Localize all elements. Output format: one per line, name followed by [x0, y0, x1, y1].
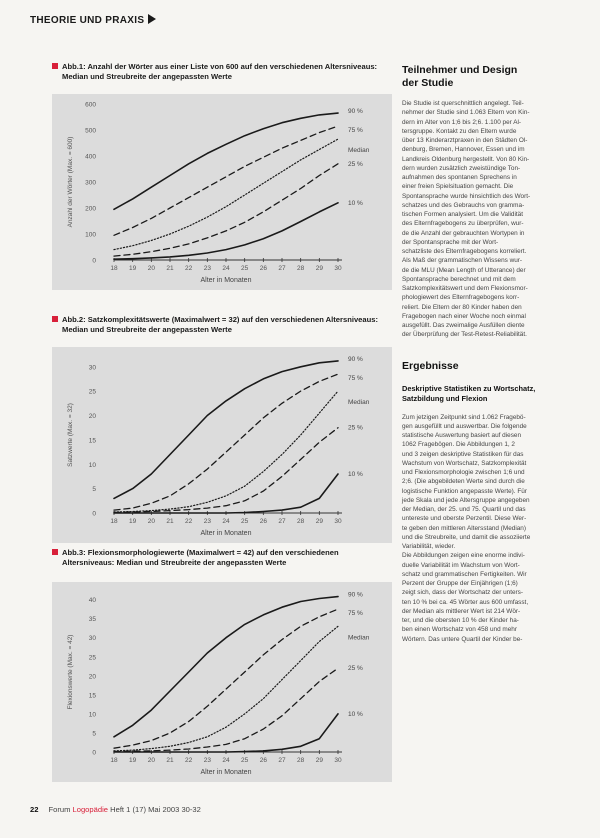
text-line: der Median als mittlerer Wert ist 214 Wör-: [402, 607, 521, 615]
y-tick-label: 10: [88, 711, 96, 719]
text-line: Fragebogen nach einer Woche noch einmal: [402, 312, 526, 320]
text-line: untereste und oberste Perzentil. Diese Wer-: [402, 515, 527, 523]
chart-3: [52, 582, 392, 782]
subheading: [402, 384, 570, 404]
x-tick-label: 25: [241, 757, 249, 764]
x-tick-label: 24: [222, 265, 230, 272]
figure-3: [52, 548, 392, 776]
figure-3-caption: [52, 548, 392, 568]
text-line: 1062 Fragebögen. Die Abbildungen 1, 2: [402, 441, 515, 449]
red-square-icon: [52, 549, 58, 555]
figure-1-caption: [52, 62, 392, 82]
x-tick-label: 29: [315, 757, 323, 764]
text-line: ausgefüllt. Das zweimalige Ausfüllen diente: [402, 322, 525, 329]
text-line: Spontansprache wurde hinsichtlich des Wort-: [402, 192, 531, 200]
text-line: der Median, der 25. und 75. Quartil und das: [402, 506, 526, 513]
heading-line: Teilnehmer und Design: [402, 64, 518, 76]
series-label: 10 %: [348, 710, 363, 718]
x-tick-label: 18: [110, 518, 118, 525]
x-tick-label: 30: [334, 265, 342, 272]
x-axis-label: Alter in Monaten: [200, 530, 252, 537]
text-line: Als Maß der grammatischen Wissens wur-: [402, 257, 523, 265]
series-line: [114, 113, 338, 209]
text-line: der Überprüfung der Test-Retest-Reliabilität.: [402, 331, 527, 339]
section-heading: [402, 64, 570, 90]
y-tick-label: 20: [88, 413, 96, 420]
y-tick-label: 20: [88, 673, 96, 681]
text-line: de die Anzahl der gebrauchten Wortypen in: [402, 229, 525, 237]
figure-2: [52, 315, 392, 537]
series-label: 25 %: [348, 424, 363, 432]
text-line: gen ausgefüllt und auswertbar. Die folgende: [402, 422, 527, 430]
y-tick-label: 35: [88, 616, 96, 624]
y-tick-label: 25: [88, 388, 96, 396]
y-tick-label: 30: [88, 635, 96, 643]
y-tick-label: 500: [85, 127, 96, 135]
chart-2: [52, 347, 392, 543]
x-tick-label: 27: [278, 757, 286, 764]
text-line: logistische Funktion angepasste Werte). Für: [402, 487, 527, 495]
x-tick-label: 20: [147, 757, 155, 764]
y-tick-label: 0: [92, 749, 96, 757]
x-tick-label: 30: [334, 757, 342, 764]
y-tick-label: 400: [85, 153, 96, 161]
heading-line: der Studie: [402, 77, 454, 89]
x-tick-label: 29: [315, 265, 323, 272]
series-label: 10 %: [348, 471, 363, 478]
x-tick-label: 29: [315, 518, 323, 525]
text-line: ter, und die obersten 10 % der Kinder ha-: [402, 617, 519, 624]
series-line: [114, 597, 338, 737]
x-tick-label: 27: [278, 265, 286, 272]
text-line: tersgruppe. Kontakt zu den Eltern wurde: [402, 127, 517, 135]
caption-line: Abb.2: Satzkomplexitätswerte (Maximalwert = 32) auf den verschiedenen Altersniveaus:: [62, 315, 379, 324]
y-tick-label: 600: [85, 101, 96, 109]
chart-1-svg: [52, 94, 392, 290]
x-tick-label: 19: [129, 518, 137, 525]
y-tick-label: 40: [88, 597, 96, 605]
series-label: 75 %: [348, 375, 363, 383]
chart-2-svg: [52, 347, 392, 543]
x-tick-label: 25: [241, 518, 249, 525]
text-line: und Flexionsmorphologie zwischen 1;6 und: [402, 469, 525, 476]
paragraph-design: [402, 99, 570, 340]
page-number: 22: [30, 805, 39, 814]
x-tick-label: 21: [166, 757, 174, 764]
series-label: 90 %: [348, 108, 363, 116]
y-tick-label: 15: [88, 692, 96, 700]
series-line: [114, 668, 338, 751]
text-line: des Elternfragebogens zu überprüfen, wur-: [402, 220, 524, 228]
y-tick-label: 0: [92, 510, 96, 518]
text-line: de die MLU (Mean Length of Utterance) der: [402, 266, 526, 274]
text-line: der Spontansprache mit der Wort-: [402, 238, 499, 246]
y-tick-label: 15: [88, 437, 96, 445]
text-line: einer freien Spielsituation gemacht. Die: [402, 183, 514, 191]
play-triangle-icon: [148, 14, 156, 24]
x-tick-label: 20: [147, 518, 155, 525]
text-line: statistische Auswertung basiert auf diesen: [402, 432, 522, 439]
text-line: über 13 Kinderarztpraxen in den Städten Ol-: [402, 137, 528, 144]
y-axis-label: Anzahl der Wörter (Max. = 600): [67, 136, 74, 228]
text-line: Wörtern. Das untere Quartil der Kinder be-: [402, 635, 523, 643]
caption-line: Abb.3: Flexionsmorphologiewerte (Maximalwert = 42) auf den verschiedenen: [62, 548, 339, 557]
paragraph-results: [402, 413, 570, 644]
text-line: Satzkomplexitätswert und dem Flexionsmor-: [402, 285, 528, 292]
x-tick-label: 28: [297, 265, 305, 272]
journal-name-accent: Logopädie: [72, 805, 108, 814]
text-line: duelle Variabilität im Wachstum von Wort-: [402, 561, 520, 569]
text-line: denburg, Bremen, Hannover, Essen und im: [402, 146, 525, 154]
x-tick-label: 22: [185, 757, 193, 764]
section-title: THEORIE UND PRAXIS: [30, 15, 145, 26]
x-tick-label: 22: [185, 518, 193, 525]
text-line: und die Streubreite, und damit die assoziierte: [402, 533, 531, 541]
text-line: aufnahmen des spontanen Sprechens in: [402, 174, 517, 181]
x-tick-label: 25: [241, 265, 249, 272]
text-line: und 3 zeigen deskriptive Statistiken für das: [402, 450, 524, 458]
x-tick-label: 24: [222, 757, 230, 764]
x-tick-label: 21: [166, 265, 174, 272]
text-line: te geben den mittleren Altersstand (Median): [402, 524, 526, 532]
y-tick-label: 200: [85, 205, 96, 213]
text-line: 2;6. (Die abgebildeten Werte sind durch die: [402, 478, 525, 486]
text-line: schatzliste des Elternfragebogens korreliert.: [402, 248, 527, 255]
x-tick-label: 28: [297, 757, 305, 764]
y-axis-label: Flexionswerte (Max. = 42): [67, 634, 74, 710]
text-line: jede Skala und jede Altersgruppe angegeben: [402, 496, 530, 504]
text-column: [402, 64, 570, 644]
caption-line: Median und Streubreite der angepassten Werte: [62, 72, 232, 81]
series-line: [114, 164, 338, 256]
text-line: dern im Alter von 1;6 bis 2;6. 1.100 per Al-: [402, 118, 522, 126]
red-square-icon: [52, 63, 58, 69]
text-line: tischen Formen analysiert. Um die Validität: [402, 211, 523, 218]
text-line: nehmer der Studie sind 1.063 Eltern von Kin-: [402, 109, 530, 117]
text-line: schatzes und des Gebrauchs von gramma-: [402, 201, 525, 209]
issue-info: Heft 1 (17) Mai 2003 30-32: [108, 805, 201, 814]
x-tick-label: 23: [203, 265, 211, 272]
text-line: ben einen Wortschatz von 458 und mehr: [402, 626, 517, 634]
text-line: reliert. Die Eltern der 80 Kinder haben den: [402, 303, 522, 311]
y-tick-label: 5: [92, 486, 96, 494]
x-tick-label: 19: [129, 265, 137, 272]
y-axis-label: Satzwerte (Max. = 32): [67, 403, 74, 467]
series-label: Median: [348, 147, 370, 155]
series-line: [114, 139, 338, 250]
text-line: Spontansprache berechnet und mit dem: [402, 275, 516, 283]
y-tick-label: 0: [92, 257, 96, 265]
series-line: [114, 474, 338, 513]
y-tick-label: 5: [92, 730, 96, 738]
series-label: 25 %: [348, 665, 363, 673]
series-label: 25 %: [348, 160, 363, 168]
results-heading: Ergebnisse: [402, 359, 459, 372]
series-line: [114, 361, 338, 499]
text-line: zeigt sich, dass der Wortschatz der unters-: [402, 589, 523, 597]
x-tick-label: 26: [259, 757, 267, 764]
x-tick-label: 18: [110, 265, 118, 272]
series-label: 90 %: [348, 591, 363, 599]
figure-1: [52, 62, 392, 284]
x-tick-label: 21: [166, 518, 174, 525]
x-tick-label: 27: [278, 518, 286, 525]
text-line: Landkreis Oldenburg hergestellt. Von 80 Kin-: [402, 155, 530, 163]
x-tick-label: 23: [203, 518, 211, 525]
series-line: [114, 428, 338, 513]
text-line: Die Abbildungen zeigen eine enorme indivi-: [402, 552, 525, 560]
series-label: 75 %: [348, 127, 363, 135]
y-tick-label: 300: [85, 179, 96, 187]
x-tick-label: 30: [334, 518, 342, 525]
series-line: [114, 374, 338, 510]
text-line: Wachstum von Wortschatz, Satzkomplexität: [402, 459, 527, 467]
chart-1: [52, 94, 392, 290]
x-tick-label: 24: [222, 518, 230, 525]
series-line: [114, 714, 338, 752]
text-line: schatz und grammatischen Fertigkeiten. Wir: [402, 570, 527, 578]
x-tick-label: 26: [259, 518, 267, 525]
y-tick-label: 100: [85, 231, 96, 239]
red-square-icon: [52, 316, 58, 322]
series-label: 10 %: [348, 199, 363, 207]
section-header: [30, 14, 156, 26]
x-tick-label: 26: [259, 265, 267, 272]
text-line: ten 10 % bei ca. 45 Wörter aus 600 umfasst,: [402, 598, 529, 606]
x-axis-label: Alter in Monaten: [200, 277, 252, 284]
text-line: Zum jetzigen Zeitpunkt sind 1.062 Fragebö-: [402, 413, 526, 421]
text-line: dern wurden zusätzlich zweistündige Ton-: [402, 164, 521, 172]
caption-line: Abb.1: Anzahl der Wörter aus einer Liste von 600 auf den verschiedenen Altersniveaus:: [62, 62, 378, 71]
page-footer: [30, 805, 201, 814]
x-tick-label: 28: [297, 518, 305, 525]
journal-name: Forum: [48, 805, 73, 814]
text-line: Perzent der Gruppe der Einjährigen (1;6): [402, 580, 518, 587]
text-line: Die Studie ist querschnittlich angelegt. Teil-: [402, 100, 524, 107]
x-tick-label: 23: [203, 757, 211, 764]
caption-line: Altersniveaus: Median und Streubreite der angepassten Werte: [62, 558, 287, 567]
y-tick-label: 25: [88, 654, 96, 662]
text-line: Variabilität, wieder.: [402, 543, 456, 550]
series-label: 90 %: [348, 355, 363, 363]
y-tick-label: 10: [88, 461, 96, 469]
x-tick-label: 18: [110, 757, 118, 764]
x-tick-label: 20: [147, 265, 155, 272]
series-label: Median: [348, 399, 370, 407]
figure-2-caption: [52, 315, 392, 335]
text-line: phologiewert des Elternfragebogens korr-: [402, 294, 520, 302]
chart-3-svg: [52, 582, 392, 782]
x-axis-label: Alter in Monaten: [200, 769, 252, 776]
subheading-line: Deskriptive Statistiken zu Wortschatz,: [402, 383, 536, 393]
series-label: 75 %: [348, 610, 363, 618]
y-tick-label: 30: [88, 364, 96, 372]
subheading-line: Satzbildung und Flexion: [402, 393, 488, 403]
series-label: Median: [348, 634, 370, 642]
caption-line: Median und Streubreite der angepassten Werte: [62, 325, 232, 334]
x-tick-label: 19: [129, 757, 137, 764]
x-tick-label: 22: [185, 265, 193, 272]
